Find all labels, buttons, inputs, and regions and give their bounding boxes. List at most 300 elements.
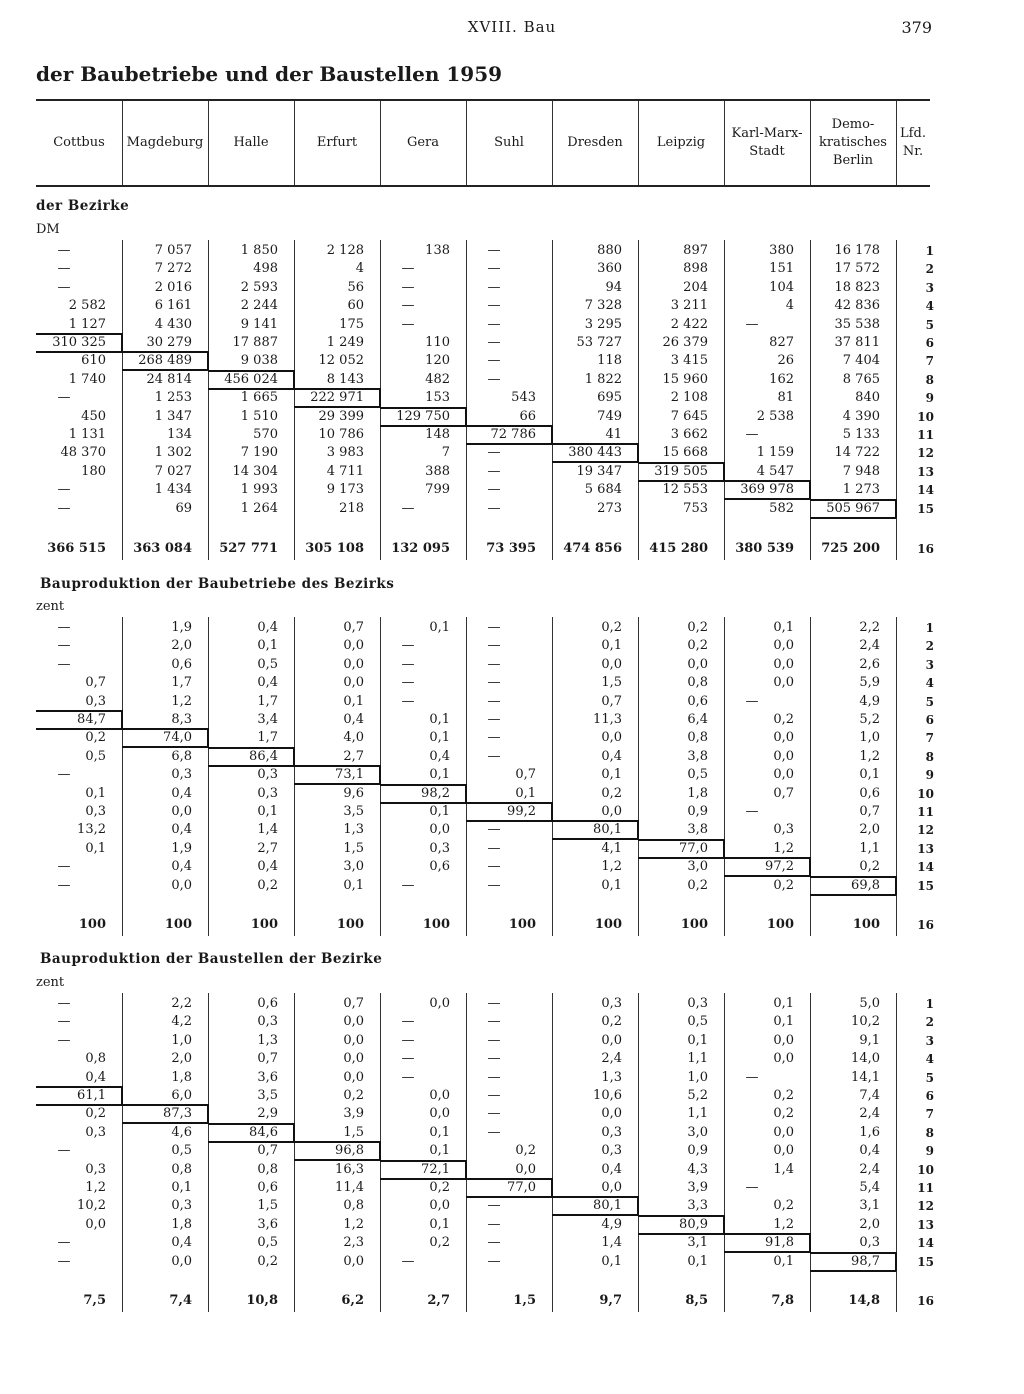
table-cell: 14,0: [851, 1051, 880, 1067]
table-cell: 7 027: [154, 463, 192, 479]
header-column-divider: [122, 101, 123, 185]
table-cell: —: [57, 859, 71, 875]
table-cell: 69: [175, 500, 192, 516]
table-cell: 15 960: [662, 371, 708, 387]
table-cell: 26: [777, 353, 794, 369]
table-cell: 7 272: [154, 261, 192, 277]
table-cell: 0,2: [515, 1143, 536, 1159]
table-cell: 0,2: [343, 1088, 364, 1103]
column-header-col-berlin: [810, 102, 896, 184]
table-cell: 2 593: [240, 279, 278, 295]
table-cell: —: [487, 371, 501, 387]
diagonal-box-overline: [380, 1160, 466, 1162]
diagonal-box-right: [551, 802, 553, 821]
table-cell: 0,8: [171, 1161, 192, 1177]
table-cell: 0,9: [687, 804, 708, 819]
row-number: 3: [925, 657, 934, 672]
table-cell: 0,7: [859, 804, 880, 819]
diagonal-box-overline: [724, 1233, 810, 1235]
table-cell: 0,4: [257, 859, 278, 875]
diagonal-box-overline: [36, 333, 122, 335]
table-cell: 1 131: [68, 427, 106, 442]
table-cell: 2,4: [859, 1106, 880, 1122]
table-cell: —: [487, 840, 501, 856]
table-cell: —: [745, 1180, 759, 1195]
table-cell: 0,1: [257, 804, 278, 819]
table-cell: 0,3: [171, 767, 192, 783]
row-number: 1: [925, 621, 934, 635]
table-cell: 14 304: [232, 463, 278, 479]
table-cell: 18 823: [834, 279, 880, 295]
table-cell: —: [487, 693, 501, 709]
table-cell: 898: [683, 261, 708, 277]
table-cell: 0,2: [687, 638, 708, 654]
table-cell: 0,0: [773, 1124, 794, 1140]
table-cell: 0,1: [429, 1143, 450, 1159]
table-cell: 1,4: [601, 1235, 622, 1251]
row-number: 2: [925, 639, 934, 654]
header-column-divider: [638, 101, 639, 185]
table-cell: 9,6: [343, 785, 364, 801]
table-cell: 10,6: [593, 1088, 622, 1103]
table-cell: 273: [597, 500, 622, 516]
row-number: 13: [917, 841, 934, 856]
diagonal-box-overline: [294, 765, 380, 767]
table-cell: —: [401, 1069, 415, 1085]
diagonal-box-underline: [810, 894, 896, 896]
row-number: 7: [925, 354, 934, 369]
table-cell: 0,0: [343, 675, 364, 691]
table-cell: 4 430: [154, 316, 192, 332]
table-cell: 305 108: [305, 541, 364, 556]
table-cell: 0,3: [85, 1161, 106, 1177]
table-cell: 6 161: [154, 298, 192, 314]
table-cell: —: [487, 656, 501, 672]
table-cell: 0,3: [257, 1014, 278, 1030]
table-cell: 319 505: [654, 463, 708, 479]
table-cell: 3,0: [687, 1124, 708, 1140]
table-cell: 80,9: [679, 1216, 708, 1232]
table-cell: 162: [769, 371, 794, 387]
table-cell: 897: [683, 243, 708, 258]
table-cell: 0,0: [429, 1198, 450, 1214]
table-cell: 0,0: [687, 656, 708, 672]
table-cell: 0,0: [601, 1106, 622, 1122]
table-cell: 0,3: [85, 804, 106, 819]
diagonal-box-right: [723, 462, 725, 481]
column-header-label: Cottbus: [53, 135, 105, 150]
table-cell: 0,4: [85, 1069, 106, 1085]
diagonal-box-overline: [724, 480, 810, 482]
table-cell: 6,0: [171, 1088, 192, 1103]
table-cell: 0,1: [85, 785, 106, 801]
table-cell: 218: [339, 500, 364, 516]
table-cell: 0,2: [687, 620, 708, 635]
diagonal-box-overline: [638, 462, 724, 464]
table-cell: 0,2: [601, 785, 622, 801]
table-cell: 482: [425, 371, 450, 387]
row-number: 12: [917, 823, 934, 838]
table-cell: —: [745, 693, 759, 709]
table-cell: 14 722: [834, 445, 880, 461]
table-cell: 14,1: [851, 1069, 880, 1085]
table-cell: 1,1: [687, 1051, 708, 1067]
table-cell: 0,2: [773, 712, 794, 727]
table-cell: 2 244: [240, 298, 278, 314]
table-cell: 0,1: [257, 638, 278, 654]
row-number: 12: [917, 1199, 934, 1214]
section-heading: Bauproduktion der Baubetriebe des Bezirks: [40, 576, 395, 592]
table-cell: 0,0: [601, 1032, 622, 1048]
table-cell: —: [487, 748, 501, 764]
table-cell: 4,9: [601, 1216, 622, 1232]
table-cell: 0,7: [85, 675, 106, 691]
table-cell: 0,1: [773, 996, 794, 1011]
diagonal-box-right: [379, 388, 381, 407]
table-cell: —: [57, 656, 71, 672]
table-cell: 7 645: [670, 408, 708, 424]
table-cell: 97,2: [765, 859, 794, 875]
table-cell: 8,3: [171, 712, 192, 727]
table-cell: 1 510: [240, 408, 278, 424]
diagonal-box-overline: [810, 876, 896, 878]
column-header-col-karl-marx-stadt: [724, 102, 810, 184]
table-cell: 4,2: [171, 1014, 192, 1030]
column-header-label: Dresden: [567, 135, 623, 150]
table-cell: 388: [425, 463, 450, 479]
table-cell: 415 280: [649, 541, 708, 556]
table-cell: —: [57, 996, 71, 1011]
table-cell: —: [57, 638, 71, 654]
table-cell: —: [487, 620, 501, 635]
diagonal-box-right: [293, 1123, 295, 1142]
table-cell: 7 948: [842, 463, 880, 479]
row-number: 16: [917, 542, 934, 556]
table-cell: 1,8: [171, 1216, 192, 1232]
table-cell: 5,9: [859, 675, 880, 691]
row-number: 1: [925, 997, 934, 1011]
table-cell: 0,2: [773, 877, 794, 893]
table-cell: 1 347: [154, 408, 192, 424]
table-cell: —: [401, 500, 415, 516]
table-cell: 0,4: [257, 675, 278, 691]
row-number: 7: [925, 1107, 934, 1122]
diagonal-box-overline: [294, 388, 380, 390]
table-cell: —: [57, 390, 71, 406]
diagonal-box-right: [293, 370, 295, 389]
column-header-col-lfd-nr: [896, 102, 930, 184]
table-cell: 0,3: [257, 785, 278, 801]
table-cell: 1 249: [326, 335, 364, 350]
diagonal-box-overline: [36, 1086, 122, 1088]
table-cell: 1,2: [773, 840, 794, 856]
table-cell: —: [487, 1198, 501, 1214]
table-cell: 2,2: [859, 620, 880, 635]
column-header-label: Suhl: [494, 135, 524, 150]
header-bottom-rule: [36, 185, 930, 187]
table-cell: 0,4: [601, 748, 622, 764]
section-heading: Bauproduktion der Baustellen der Bezirke: [40, 951, 383, 967]
table-cell: 100: [680, 917, 708, 932]
table-cell: 0,1: [515, 785, 536, 801]
table-cell: 1 850: [240, 243, 278, 258]
table-cell: 0,0: [601, 1180, 622, 1195]
table-cell: 0,5: [257, 656, 278, 672]
diagonal-box-overline: [638, 1215, 724, 1217]
table-cell: 0,4: [171, 785, 192, 801]
column-header-label: Gera: [406, 135, 440, 150]
diagonal-box-overline: [122, 728, 208, 730]
row-number: 4: [925, 1052, 934, 1067]
table-cell: 99,2: [507, 804, 536, 819]
table-cell: 12 553: [662, 482, 708, 498]
table-cell: 0,7: [515, 767, 536, 783]
table-cell: 17 572: [834, 261, 880, 277]
diagonal-box-right: [207, 351, 209, 370]
table-cell: 2,7: [427, 1293, 450, 1308]
table-cell: 8,5: [685, 1293, 708, 1308]
table-cell: —: [745, 1069, 759, 1085]
diagonal-box-right: [379, 765, 381, 784]
table-cell: —: [487, 1014, 501, 1030]
row-number: 7: [925, 731, 934, 746]
table-cell: 3 983: [326, 445, 364, 461]
table-cell: 100: [78, 917, 106, 932]
table-cell: 2 422: [670, 316, 708, 332]
table-cell: —: [487, 279, 501, 295]
table-cell: 77,0: [507, 1180, 536, 1195]
row-number: 8: [925, 749, 934, 764]
table-cell: 2,7: [343, 748, 364, 764]
table-cell: 0,2: [687, 877, 708, 893]
row-number: 4: [925, 299, 934, 314]
table-cell: 0,0: [343, 1069, 364, 1085]
diagonal-box-right: [121, 333, 123, 352]
header-column-divider: [810, 101, 811, 185]
row-number: 1: [925, 244, 934, 258]
table-cell: 0,3: [859, 1235, 880, 1251]
diagonal-box-right: [895, 1252, 897, 1271]
page-number: 379: [901, 18, 932, 37]
diagonal-box-right: [465, 1160, 467, 1179]
table-cell: 0,3: [601, 996, 622, 1011]
table-cell: 1,7: [171, 675, 192, 691]
table-cell: 1,9: [171, 620, 192, 635]
table-cell: 5,2: [687, 1088, 708, 1103]
table-cell: 4 711: [326, 463, 364, 479]
table-cell: 0,0: [343, 1253, 364, 1269]
table-cell: 799: [425, 482, 450, 498]
table-cell: 10,2: [851, 1014, 880, 1030]
table-cell: 104: [769, 279, 794, 295]
diagonal-box-right: [723, 839, 725, 858]
table-cell: 2 128: [326, 243, 364, 258]
row-number: 6: [925, 336, 934, 350]
table-cell: 0,1: [429, 767, 450, 783]
section-unit: zent: [36, 975, 65, 990]
table-cell: 1,4: [773, 1161, 794, 1177]
header-column-divider: [896, 101, 897, 185]
table-cell: 0,0: [171, 804, 192, 819]
row-number: 8: [925, 1125, 934, 1140]
table-cell: 0,0: [773, 638, 794, 654]
table-cell: 0,0: [429, 822, 450, 838]
table-cell: —: [57, 1143, 71, 1159]
table-cell: 3,9: [687, 1180, 708, 1195]
column-header-label: Halle: [233, 135, 269, 150]
table-cell: 100: [766, 917, 794, 932]
diagonal-box-right: [895, 499, 897, 518]
table-cell: 2,0: [859, 1216, 880, 1232]
table-cell: 37 811: [834, 335, 880, 350]
table-cell: 4,6: [171, 1124, 192, 1140]
row-number: 2: [925, 262, 934, 277]
table-cell: —: [57, 1032, 71, 1048]
table-cell: 840: [855, 390, 880, 406]
table-cell: 66: [519, 408, 536, 424]
table-cell: 0,2: [859, 859, 880, 875]
table-cell: —: [487, 500, 501, 516]
table-cell: 2,2: [171, 996, 192, 1011]
table-cell: 725 200: [821, 541, 880, 556]
diagonal-box-right: [723, 1215, 725, 1234]
table-cell: 24 814: [146, 371, 192, 387]
table-cell: 60: [347, 298, 364, 314]
table-cell: 582: [769, 500, 794, 516]
table-cell: 0,0: [429, 996, 450, 1011]
row-number: 15: [917, 1254, 934, 1269]
table-cell: 100: [250, 917, 278, 932]
diagonal-box-overline: [294, 1141, 380, 1143]
table-cell: 5 684: [584, 482, 622, 498]
table-cell: 749: [597, 408, 622, 424]
table-cell: 3,5: [257, 1088, 278, 1103]
table-cell: 1,4: [257, 822, 278, 838]
table-cell: 86,4: [249, 748, 278, 764]
table-cell: 153: [425, 390, 450, 406]
table-cell: —: [57, 1253, 71, 1269]
table-cell: 0,0: [515, 1161, 536, 1177]
column-header-label: Lfd. Nr.: [900, 126, 926, 159]
table-cell: 0,2: [257, 1253, 278, 1269]
table-cell: —: [401, 1051, 415, 1067]
table-cell: 3,5: [343, 804, 364, 819]
table-cell: 3,1: [859, 1198, 880, 1214]
table-cell: 1 993: [240, 482, 278, 498]
table-cell: 2 108: [670, 390, 708, 406]
diagonal-box-overline: [380, 784, 466, 786]
table-cell: 11,3: [593, 712, 622, 727]
row-number: 13: [917, 464, 934, 479]
table-cell: 7,5: [83, 1293, 106, 1308]
table-cell: —: [401, 298, 415, 314]
diagonal-box-overline: [208, 1123, 294, 1125]
table-cell: 0,1: [601, 767, 622, 783]
table-cell: 0,1: [343, 877, 364, 893]
table-cell: 0,1: [429, 1124, 450, 1140]
table-cell: 0,4: [257, 620, 278, 635]
table-cell: 2,4: [601, 1051, 622, 1067]
row-number: 3: [925, 1033, 934, 1048]
row-number: 9: [925, 768, 934, 783]
table-cell: 0,5: [257, 1235, 278, 1251]
table-cell: —: [487, 316, 501, 332]
row-number: 8: [925, 372, 934, 387]
row-number: 6: [925, 713, 934, 727]
diagonal-box-right: [207, 1104, 209, 1123]
table-cell: 13,2: [77, 822, 106, 838]
diagonal-box-overline: [810, 1252, 896, 1254]
table-cell: 3 415: [670, 353, 708, 369]
table-cell: —: [745, 804, 759, 819]
column-header-label: Demo- kratisches Berlin: [819, 117, 887, 168]
table-cell: 1 822: [584, 371, 622, 387]
table-cell: 118: [597, 353, 622, 369]
table-cell: 0,1: [429, 1216, 450, 1232]
table-cell: 0,2: [85, 730, 106, 746]
table-cell: 29 399: [318, 408, 364, 424]
table-cell: 1,0: [859, 730, 880, 746]
diagonal-box-overline: [36, 710, 122, 712]
table-cell: 0,9: [687, 1143, 708, 1159]
table-cell: 7 328: [584, 298, 622, 314]
table-cell: —: [487, 712, 501, 727]
column-header-col-magdeburg: [122, 102, 208, 184]
table-cell: 98,2: [421, 785, 450, 801]
table-cell: 100: [852, 917, 880, 932]
table-cell: 827: [769, 335, 794, 350]
table-cell: 0,2: [429, 1235, 450, 1251]
diagonal-box-right: [551, 425, 553, 444]
column-header-col-suhl: [466, 102, 552, 184]
header-column-divider: [208, 101, 209, 185]
table-cell: 1,2: [601, 859, 622, 875]
table-cell: —: [487, 298, 501, 314]
table-cell: 0,6: [171, 656, 192, 672]
table-cell: 0,0: [343, 1032, 364, 1048]
table-cell: 5,0: [859, 996, 880, 1011]
table-cell: 3,0: [343, 859, 364, 875]
table-cell: 6,4: [687, 712, 708, 727]
table-cell: 0,1: [601, 638, 622, 654]
table-cell: 98,7: [851, 1253, 880, 1269]
table-cell: 204: [683, 279, 708, 295]
table-cell: 366 515: [47, 541, 106, 556]
table-cell: 1,0: [171, 1032, 192, 1048]
table-cell: —: [487, 822, 501, 838]
section-unit: zent: [36, 599, 65, 614]
table-cell: 1 159: [756, 445, 794, 461]
table-cell: 61,1: [77, 1088, 106, 1103]
table-cell: 26 379: [662, 335, 708, 350]
diagonal-box-right: [895, 876, 897, 895]
table-cell: 2,4: [859, 638, 880, 654]
table-cell: 0,8: [257, 1161, 278, 1177]
table-cell: 42 836: [834, 298, 880, 314]
table-cell: 2,9: [257, 1106, 278, 1122]
row-number: 15: [917, 501, 934, 516]
table-cell: 0,2: [601, 620, 622, 635]
diagonal-box-right: [379, 1141, 381, 1160]
table-cell: 0,2: [773, 1198, 794, 1214]
table-cell: 527 771: [219, 541, 278, 556]
table-cell: 1,7: [257, 693, 278, 709]
table-cell: —: [57, 877, 71, 893]
table-cell: 380 443: [568, 445, 622, 461]
table-cell: 880: [597, 243, 622, 258]
row-number: 10: [917, 409, 934, 424]
table-cell: 5 133: [842, 427, 880, 442]
